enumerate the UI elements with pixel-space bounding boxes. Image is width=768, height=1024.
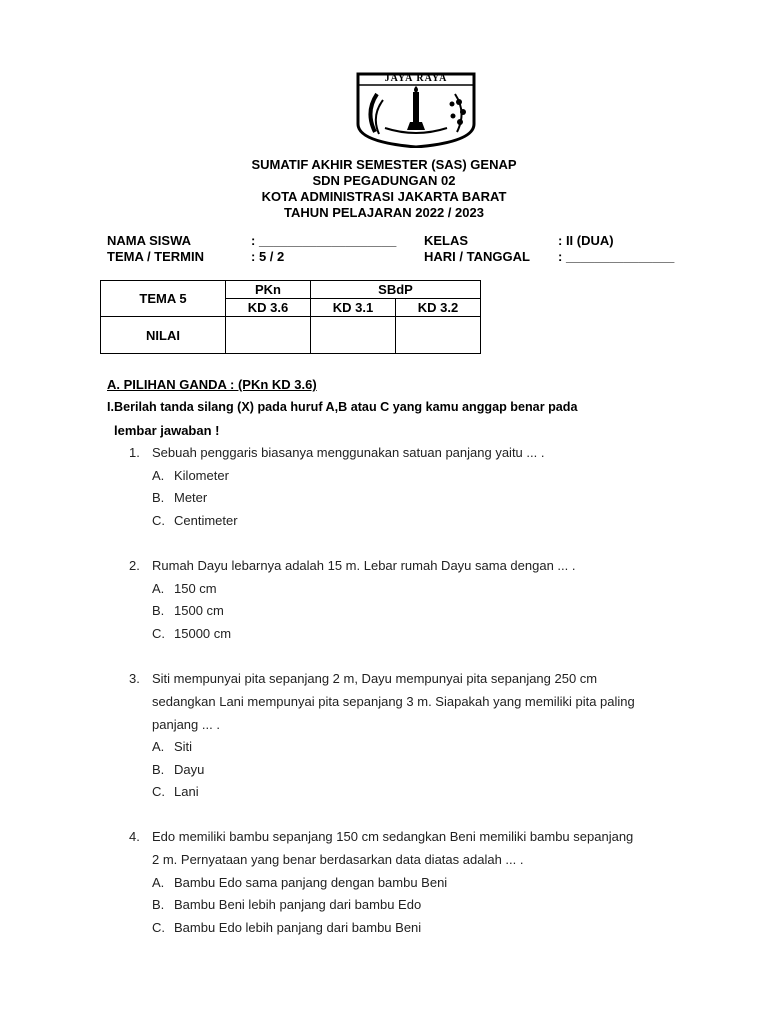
hari-label: HARI / TANGGAL [424,249,530,264]
option-letter: A. [152,739,165,754]
nama-label: NAMA SISWA [107,233,192,248]
kelas-value: : II (DUA) [558,233,614,248]
option-text: Meter [174,490,208,505]
question-number: 2. [129,558,140,573]
option-text: Bambu Edo lebih panjang dari bambu Beni [174,920,422,935]
option-text: Bambu Beni lebih panjang dari bambu Edo [174,897,422,912]
option-letter: B. [152,762,165,777]
nilai-label: NILAI [101,317,226,354]
sbdp-header: SBdP [311,281,481,299]
kelas-label: KELAS [424,233,469,248]
option-letter: A. [152,875,165,890]
option-letter: A. [152,581,165,596]
option-text: 1500 cm [174,603,224,618]
pkn-header: PKn [226,281,311,299]
school-emblem-logo [355,72,477,148]
tema-cell: TEMA 5 [101,281,226,317]
option-text: Kilometer [174,468,229,483]
section-title: A. PILIHAN GANDA : (PKn KD 3.6) [107,377,317,392]
nilai-cell-kd-3-6[interactable] [226,317,311,354]
question-text: Siti mempunyai pita sepanjang 2 m, Dayu mempunyai pita sepanjang 250 cm [152,671,598,686]
nama-value[interactable]: : ___________________ [251,233,397,248]
option-text: 150 cm [174,581,217,596]
question-text: Rumah Dayu lebarnya adalah 15 m. Lebar rumah Dayu sama dengan ... . [152,558,576,573]
option-letter: B. [152,603,165,618]
hari-value[interactable]: : _______________ [558,249,675,264]
option-text: Centimeter [174,513,238,528]
instruction-line-2: lembar jawaban ! [114,423,220,438]
option-letter: C. [152,920,165,935]
kd-3-1-header: KD 3.1 [311,299,396,317]
question-text: Edo memiliki bambu sepanjang 150 cm sedangkan Beni memiliki bambu sepanjang [152,829,634,844]
tema-value: : 5 / 2 [251,249,285,264]
option-letter: A. [152,468,165,483]
option-text: Siti [174,739,193,754]
question-text: 2 m. Pernyataan yang benar berdasarkan data diatas adalah ... . [152,852,524,867]
question-text: sedangkan Lani mempunyai pita sepanjang 3 m. Siapakah yang memiliki pita paling [152,694,635,709]
instruction-line-1: I.Berilah tanda silang (X) pada huruf A,B atau C yang kamu anggap benar pada [107,400,578,414]
option-letter: B. [152,897,165,912]
academic-year: TAHUN PELAJARAN 2022 / 2023 [284,205,484,220]
question-text: panjang ... . [152,717,220,732]
score-table [100,280,481,354]
option-text: Lani [174,784,199,799]
option-text: Dayu [174,762,205,777]
tema-label: TEMA / TERMIN [107,249,205,264]
question-text: Sebuah penggaris biasanya menggunakan satuan panjang yaitu ... . [152,445,545,460]
option-letter: C. [152,513,165,528]
document-header [0,157,768,221]
nilai-cell-kd-3-2[interactable] [396,317,481,354]
option-text: Bambu Edo sama panjang dengan bambu Beni [174,875,448,890]
option-letter: C. [152,784,165,799]
option-text: 15000 cm [174,626,232,641]
option-letter: C. [152,626,165,641]
nilai-cell-kd-3-1[interactable] [311,317,396,354]
school-name: SDN PEGADUNGAN 02 [312,173,456,188]
city-name: KOTA ADMINISTRASI JAKARTA BARAT [261,189,507,204]
emblem-text: JAYA RAYA [384,73,448,84]
question-number: 4. [129,829,140,844]
kd-3-6-header: KD 3.6 [226,299,311,317]
exam-title: SUMATIF AKHIR SEMESTER (SAS) GENAP [251,157,517,172]
question-number: 1. [129,445,140,460]
kd-3-2-header: KD 3.2 [396,299,481,317]
option-letter: B. [152,490,165,505]
question-number: 3. [129,671,140,686]
